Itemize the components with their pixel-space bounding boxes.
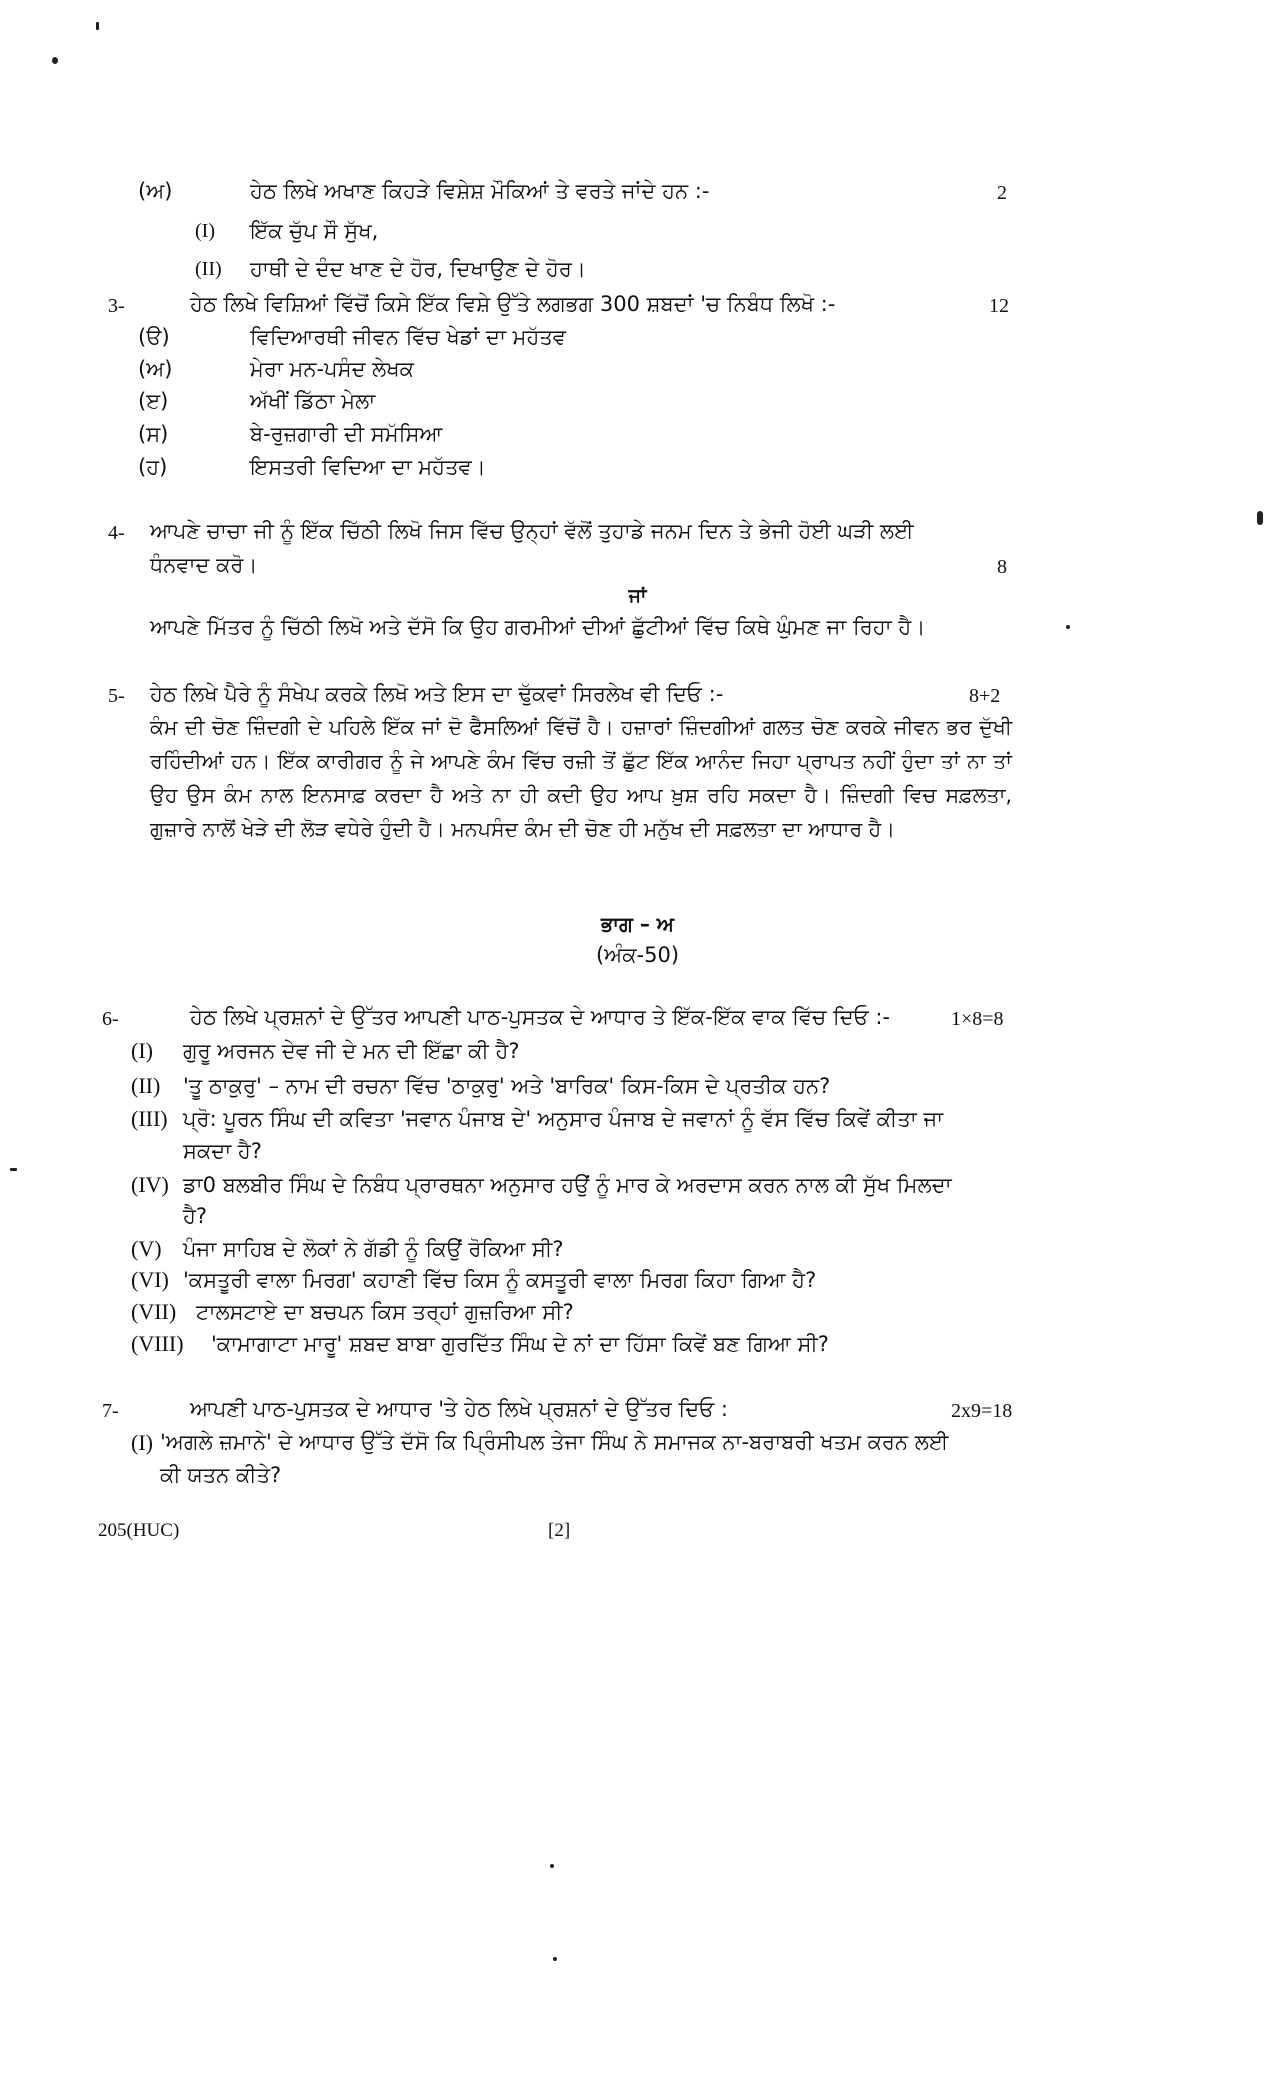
subitem-label: (III) bbox=[131, 1106, 168, 1131]
question-3-marks: 12 bbox=[989, 295, 1009, 317]
topic-label: (ੳ) bbox=[138, 325, 170, 349]
question-4-line1: ਆਪਣੇ ਚਾਚਾ ਜੀ ਨੂੰ ਇੱਕ ਚਿੱਠੀ ਲਿਖੋ ਜਿਸ ਵਿੱਚ ਉਨ੍ਹਾਂ ਵੱਲੋਂ ਤੁਹਾਡੇ ਜਨਮ ਦਿਨ ਤੇ ਭੇਜੀ ਹੋਈ ਘੜੀ ਲਈ bbox=[150, 519, 914, 543]
subitem-text: ਪੰਜਾ ਸਾਹਿਬ ਦੇ ਲੋਕਾਂ ਨੇ ਗੱਡੀ ਨੂੰ ਕਿਉਂ ਰੋਕਿਆ ਸੀ? bbox=[183, 1237, 564, 1261]
question-7-text: ਆਪਣੀ ਪਾਠ-ਪੁਸਤਕ ਦੇ ਆਧਾਰ 'ਤੇ ਹੇਠ ਲਿਖੇ ਪ੍ਰਸ਼ਨਾਂ ਦੇ ਉੱਤਰ ਦਿਓ : bbox=[190, 1397, 728, 1421]
topic-label: (ਅ) bbox=[138, 357, 173, 381]
subitem-label: (I) bbox=[131, 1038, 153, 1063]
subitem-text: ਹਾਥੀ ਦੇ ਦੰਦ ਖਾਣ ਦੇ ਹੋਰ, ਦਿਖਾਉਣ ਦੇ ਹੋਰ। bbox=[250, 257, 586, 281]
scan-speck bbox=[550, 1864, 554, 1868]
subitem-text: 'ਤੂ ਠਾਕੁਰੁ' – ਨਾਮ ਦੀ ਰਚਨਾ ਵਿੱਚ 'ਠਾਕੁਰੁ' ਅਤੇ 'ਬਾਰਿਕ' ਕਿਸ-ਕਿਸ ਦੇ ਪ੍ਰਤੀਕ ਹਨ? bbox=[183, 1074, 831, 1098]
subitem-label: (VIII) bbox=[131, 1331, 184, 1356]
section-title: ਭਾਗ – ਅ bbox=[600, 912, 675, 936]
page-number: [2] bbox=[548, 1520, 571, 1541]
topic-label: (ਹ) bbox=[138, 455, 168, 479]
subitem-continuation: ਸਕਦਾ ਹੈ? bbox=[183, 1139, 262, 1163]
subitem-text: 'ਅਗਲੇ ਜ਼ਮਾਨੇ' ਦੇ ਆਧਾਰ ਉੱਤੇ ਦੱਸੋ ਕਿ ਪ੍ਰਿੰਸੀਪਲ ਤੇਜਾ ਸਿੰਘ ਨੇ ਸਮਾਜਕ ਨਾ-ਬਰਾਬਰੀ ਖਤਮ ਕਰਨ ਲਈ bbox=[160, 1430, 949, 1454]
question-3-number: 3- bbox=[108, 295, 125, 317]
subitem-text: ਪ੍ਰੋ: ਪੂਰਨ ਸਿੰਘ ਦੀ ਕਵਿਤਾ 'ਜਵਾਨ ਪੰਜਾਬ ਦੇ' ਅਨੁਸਾਰ ਪੰਜਾਬ ਦੇ ਜਵਾਨਾਂ ਨੂੰ ਵੱਸ ਵਿੱਚ ਕਿਵੇਂ ਕੀਤਾ ਜਾ bbox=[183, 1107, 944, 1131]
scan-speck bbox=[1257, 511, 1263, 525]
scan-speck bbox=[10, 1168, 17, 1171]
topic-text: ਮੇਰਾ ਮਨ-ਪਸੰਦ ਲੇਖਕ bbox=[250, 357, 414, 381]
subitem-continuation: ਕੀ ਯਤਨ ਕੀਤੇ? bbox=[160, 1463, 282, 1487]
question-6-marks: 1×8=8 bbox=[951, 1008, 1004, 1030]
subitem-text: ਡਾ0 ਬਲਬੀਰ ਸਿੰਘ ਦੇ ਨਿਬੰਧ ਪ੍ਰਾਰਥਨਾ ਅਨੁਸਾਰ ਹਉਂ ਨੂੰ ਮਾਰ ਕੇ ਅਰਦਾਸ ਕਰਨ ਨਾਲ ਕੀ ਸੁੱਖ ਮਿਲਦਾ bbox=[183, 1173, 952, 1197]
question-4-line2: ਧੰਨਵਾਦ ਕਰੋ। bbox=[150, 553, 258, 577]
question-4-alternative: ਆਪਣੇ ਮਿੱਤਰ ਨੂੰ ਚਿੱਠੀ ਲਿਖੋ ਅਤੇ ਦੱਸੋ ਕਿ ਉਹ ਗਰਮੀਆਂ ਦੀਆਂ ਛੁੱਟੀਆਂ ਵਿੱਚ ਕਿਥੇ ਘੁੰਮਣ ਜਾ ਰਿਹਾ ਹੈ। bbox=[150, 615, 926, 639]
topic-label: (ਸ) bbox=[138, 422, 169, 446]
subitem-text: 'ਕਸਤੂਰੀ ਵਾਲਾ ਮਿਰਗ' ਕਹਾਣੀ ਵਿੱਚ ਕਿਸ ਨੂੰ ਕਸਤੂਰੀ ਵਾਲਾ ਮਿਰਗ ਕਿਹਾ ਗਿਆ ਹੈ? bbox=[183, 1268, 817, 1292]
subitem-text: ਟਾਲਸਟਾਏ ਦਾ ਬਚਪਨ ਕਿਸ ਤਰ੍ਹਾਂ ਗੁਜ਼ਰਿਆ ਸੀ? bbox=[196, 1300, 574, 1324]
subitem-label: (II) bbox=[195, 258, 222, 280]
scan-speck bbox=[1066, 625, 1070, 629]
subitem-text: ਗੁਰੂ ਅਰਜਨ ਦੇਵ ਜੀ ਦੇ ਮਨ ਦੀ ਇੱਛਾ ਕੀ ਹੈ? bbox=[183, 1039, 520, 1063]
scan-speck bbox=[96, 22, 99, 30]
subitem-label: (I) bbox=[195, 220, 215, 242]
scan-speck bbox=[52, 57, 58, 64]
question-6-text: ਹੇਠ ਲਿਖੇ ਪ੍ਰਸ਼ਨਾਂ ਦੇ ਉੱਤਰ ਆਪਣੀ ਪਾਠ-ਪੁਸਤਕ ਦੇ ਆਧਾਰ ਤੇ ਇੱਕ-ਇੱਕ ਵਾਕ ਵਿੱਚ ਦਿਓ :- bbox=[190, 1005, 890, 1029]
question-5-number: 5- bbox=[108, 685, 125, 707]
subitem-label: (I) bbox=[131, 1430, 153, 1455]
topic-text: ਵਿਦਿਆਰਥੀ ਜੀਵਨ ਵਿੱਚ ਖੇਡਾਂ ਦਾ ਮਹੱਤਵ bbox=[250, 325, 566, 349]
scan-speck bbox=[553, 1957, 557, 1961]
topic-text: ਅੱਖੀਂ ਡਿੱਠਾ ਮੇਲਾ bbox=[250, 389, 376, 413]
subitem-label: (VII) bbox=[131, 1299, 177, 1324]
section-marks: (ਅੰਕ-50) bbox=[595, 943, 680, 967]
question-7-number: 7- bbox=[102, 1400, 119, 1422]
question-4-marks: 8 bbox=[997, 556, 1007, 578]
subitem-text: 'ਕਾਮਾਗਾਟਾ ਮਾਰੂ' ਸ਼ਬਦ ਬਾਬਾ ਗੁਰਦਿੱਤ ਸਿੰਘ ਦੇ ਨਾਂ ਦਾ ਹਿੱਸਾ ਕਿਵੇਂ ਬਣ ਗਿਆ ਸੀ? bbox=[211, 1332, 829, 1356]
question-3-text: ਹੇਠ ਲਿਖੇ ਵਿਸ਼ਿਆਂ ਵਿੱਚੋਂ ਕਿਸੇ ਇੱਕ ਵਿਸ਼ੇ ਉੱਤੇ ਲਗਭਗ 300 ਸ਼ਬਦਾਂ 'ਚ ਨਿਬੰਧ ਲਿਖੋ :- bbox=[190, 292, 836, 316]
question-5-text: ਹੇਠ ਲਿਖੇ ਪੈਰੇ ਨੂੰ ਸੰਖੇਪ ਕਰਕੇ ਲਿਖੋ ਅਤੇ ਇਸ ਦਾ ਢੁੱਕਵਾਂ ਸਿਰਲੇਖ ਵੀ ਦਿਓ :- bbox=[150, 682, 724, 706]
question-6-number: 6- bbox=[102, 1008, 119, 1030]
question-2b-label: (ਅ) bbox=[138, 179, 173, 203]
subitem-text: ਇੱਕ ਚੁੱਪ ਸੌ ਸੁੱਖ, bbox=[250, 219, 379, 243]
question-2b-marks: 2 bbox=[997, 182, 1007, 204]
subitem-label: (II) bbox=[131, 1073, 161, 1098]
question-4-number: 4- bbox=[108, 522, 125, 544]
subitem-label: (IV) bbox=[131, 1172, 169, 1197]
topic-text: ਇਸਤਰੀ ਵਿਦਿਆ ਦਾ ਮਹੱਤਵ। bbox=[250, 455, 486, 479]
topic-label: (ੲ) bbox=[138, 389, 169, 413]
subitem-continuation: ਹੈ? bbox=[183, 1204, 208, 1228]
or-separator: ਜਾਂ bbox=[628, 585, 647, 607]
question-2b-text: ਹੇਠ ਲਿਖੇ ਅਖਾਣ ਕਿਹੜੇ ਵਿਸ਼ੇਸ਼ ਮੌਕਿਆਂ ਤੇ ਵਰਤੇ ਜਾਂਦੇ ਹਨ :- bbox=[250, 179, 710, 203]
subitem-label: (VI) bbox=[131, 1267, 169, 1292]
question-5-marks: 8+2 bbox=[969, 685, 1001, 707]
topic-text: ਬੇ-ਰੁਜ਼ਗਾਰੀ ਦੀ ਸਮੱਸਿਆ bbox=[250, 422, 443, 446]
subitem-label: (V) bbox=[131, 1236, 162, 1261]
paper-code: 205(HUC) bbox=[98, 1520, 180, 1541]
question-7-marks: 2x9=18 bbox=[951, 1400, 1013, 1422]
summary-paragraph: ਕੰਮ ਦੀ ਚੋਣ ਜ਼ਿੰਦਗੀ ਦੇ ਪਹਿਲੇ ਇੱਕ ਜਾਂ ਦੋ ਫੈਸਲਿਆਂ ਵਿੱਚੋਂ ਹੈ। ਹਜ਼ਾਰਾਂ ਜ਼ਿੰਦਗੀਆਂ ਗਲਤ ਚੋਣ ਕਰਕੇ ਜੀਵਨ ਭਰ ਦੁੱਖੀ ਰਹਿੰਦੀਆਂ ਹਨ। ਇੱਕ ਕਾਰੀਗਰ ਨੂੰ ਜੇ ਆਪਣੇ ਕੰਮ ਵਿੱਚ ਰਜ਼ੀ ਤੋਂ ਛੁੱਟ ਇੱਕ ਆਨੰਦ ਜਿਹਾ ਪ੍ਰਾਪਤ ਨਹੀਂ ਹੁੰਦਾ ਤਾਂ ਨਾ ਤਾਂ ਉਹ ਉਸ ਕੰਮ ਨਾਲ ਇਨਸਾਫ਼ ਕਰਦਾ ਹੈ ਅਤੇ ਨਾ ਹੀ ਕਦੀ ਉਹ ਆਪ ਖ਼ੁਸ਼ ਰਹਿ ਸਕਦਾ ਹੈ। ਜ਼ਿੰਦਗੀ ਵਿਚ ਸਫ਼ਲਤਾ, ਗੁਜ਼ਾਰੇ ਨਾਲੋਂ ਖੇੜੇ ਦੀ ਲੋੜ ਵਧੇਰੇ ਹੁੰਦੀ ਹੈ। ਮਨਪਸੰਦ ਕੰਮ ਦੀ ਚੋਣ ਹੀ ਮਨੁੱਖ ਦੀ ਸਫ਼ਲਤਾ ਦਾ ਆਧਾਰ ਹੈ। bbox=[150, 715, 1012, 841]
